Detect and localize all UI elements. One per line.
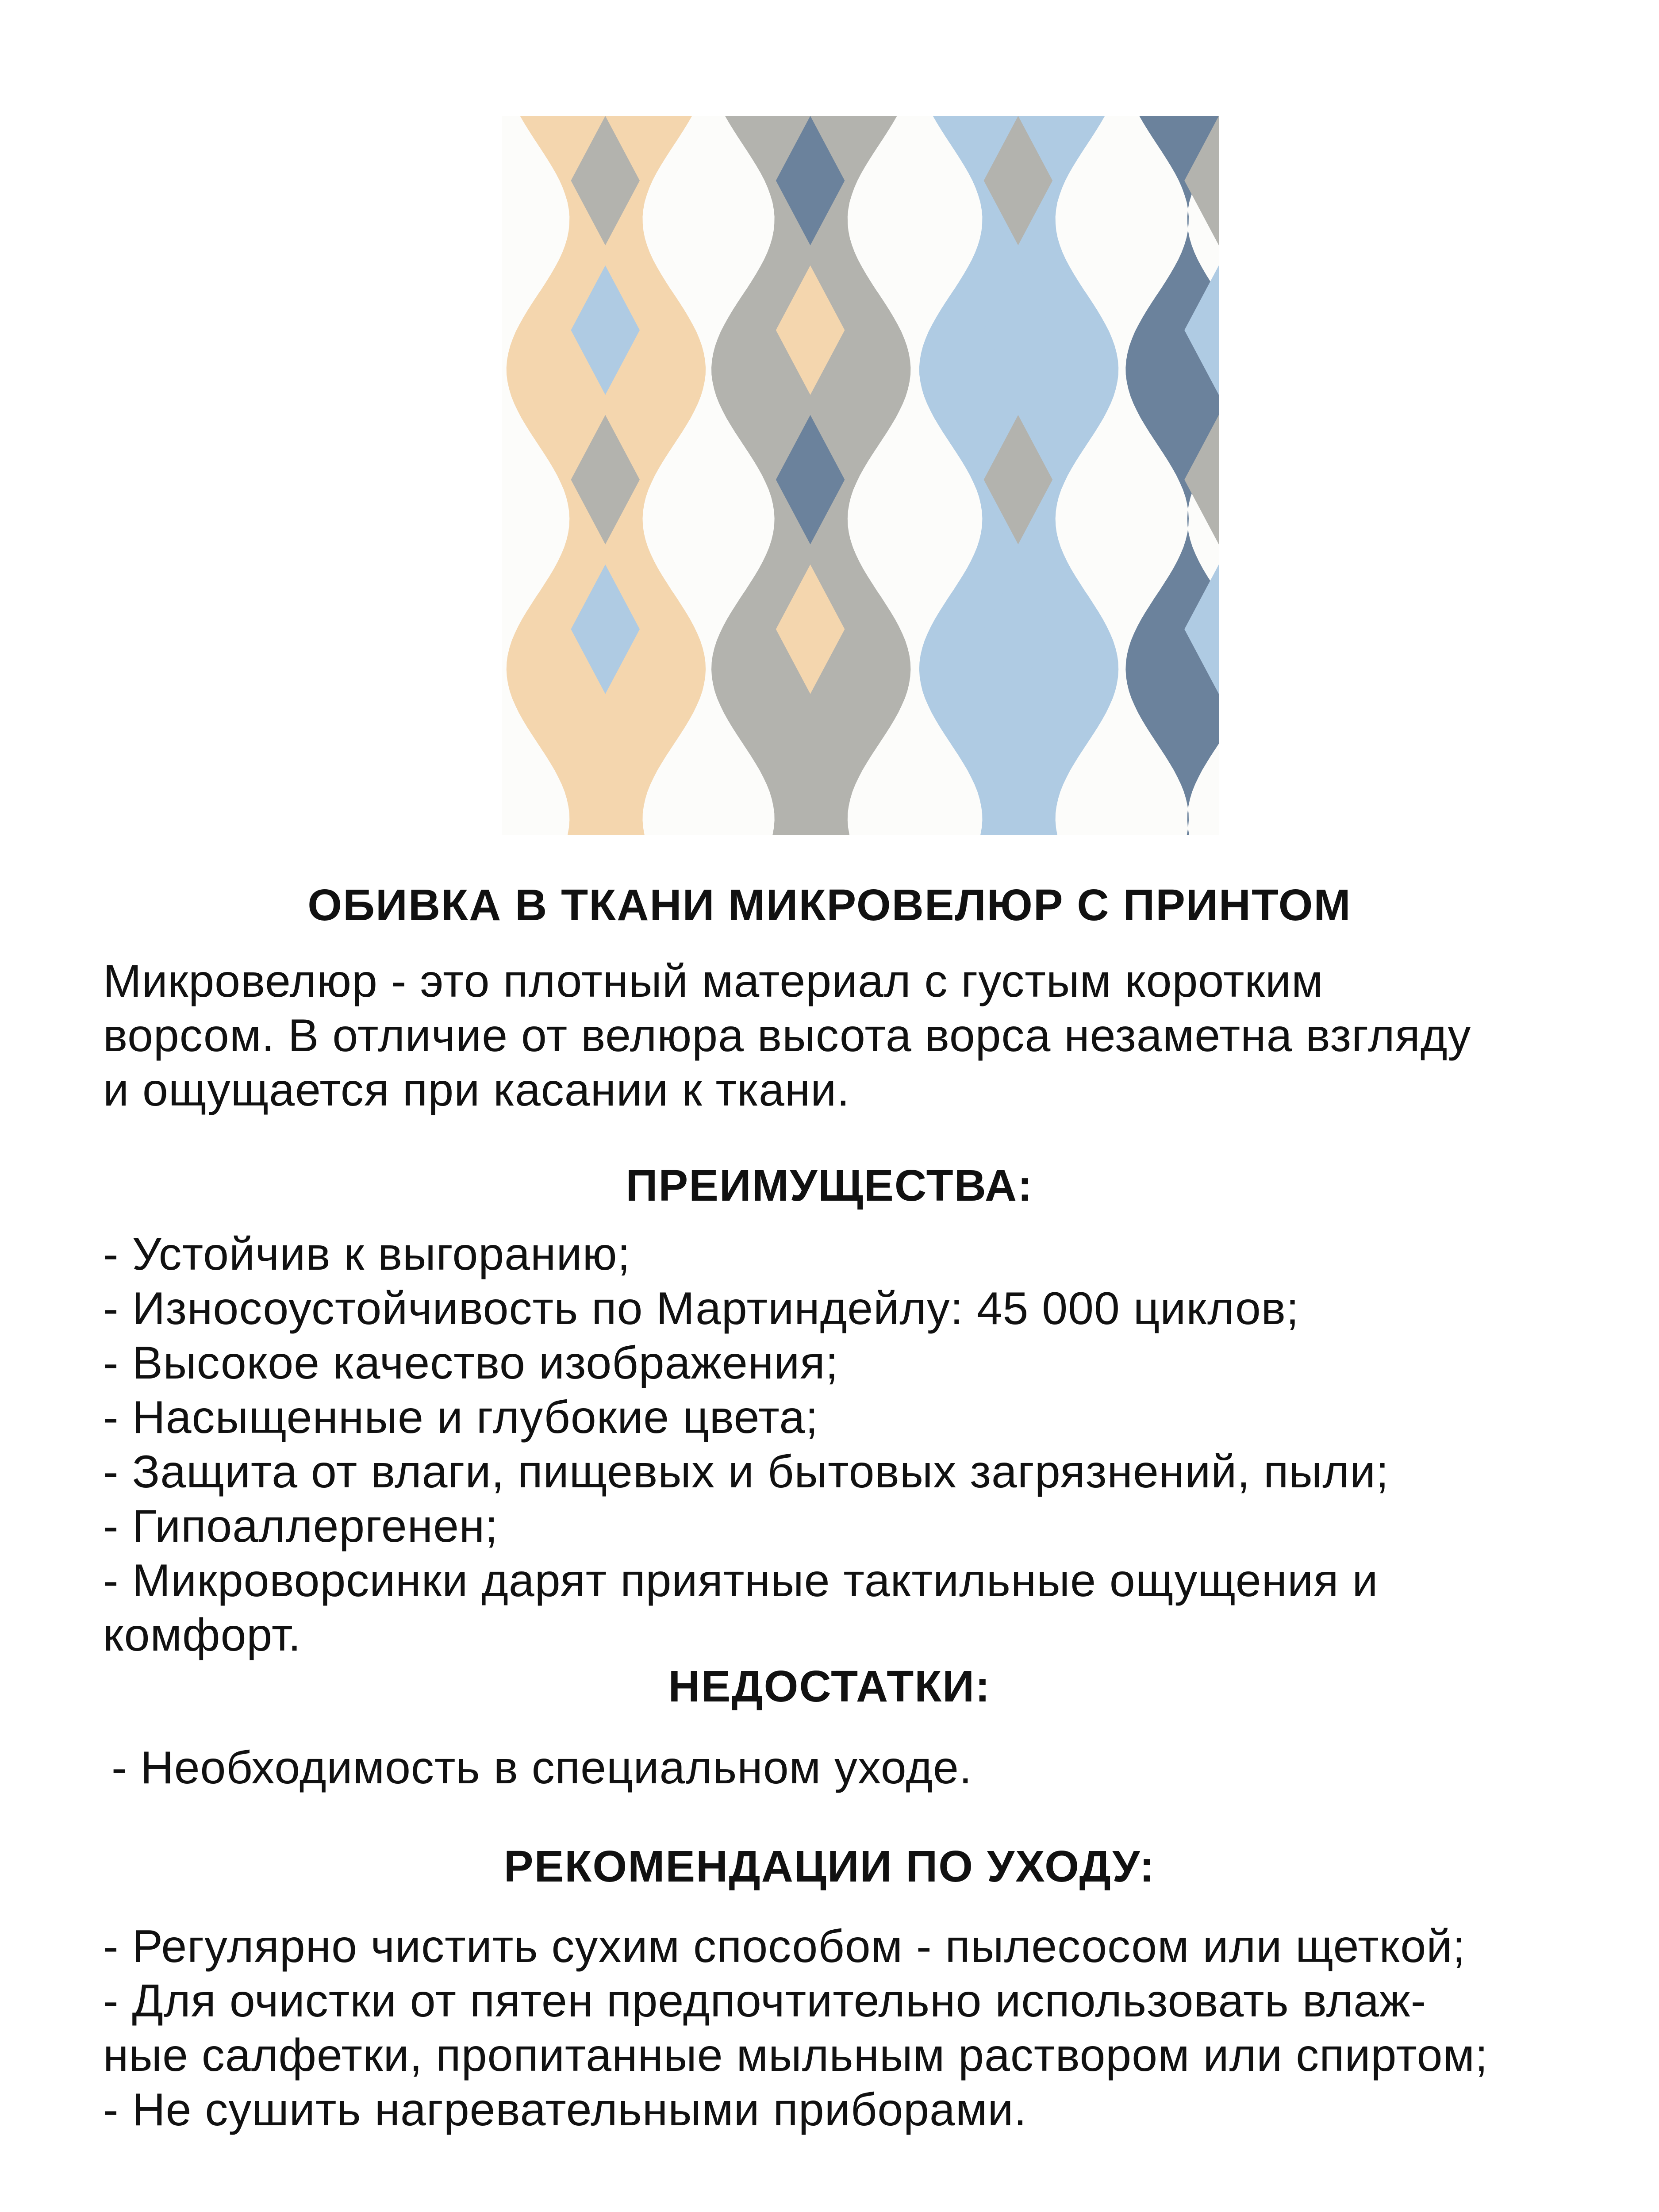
advantage-item: - Устойчив к выгоранию; <box>103 1229 631 1280</box>
intro-line: ворсом. В отличие от велюра высота ворса незаметна взгляду <box>103 1010 1471 1061</box>
care-item: - Регулярно чистить сухим способом - пылесосом или щеткой; <box>103 1921 1466 1972</box>
disadvantage-item: - Необходимость в специальном уходе. <box>111 1742 972 1793</box>
intro-line: Микровелюр - это плотный материал с густым коротким <box>103 956 1324 1007</box>
advantage-item: - Гипоаллергенен; <box>103 1501 499 1552</box>
advantage-item: - Защита от влаги, пищевых и бытовых загрязнений, пыли; <box>103 1446 1389 1498</box>
advantage-item: - Микроворсинки дарят приятные тактильные ощущения и <box>103 1555 1379 1606</box>
care-item: - Для очистки от пятен предпочтительно использовать влаж- <box>103 1975 1427 2027</box>
advantage-item: комфорт. <box>103 1609 301 1661</box>
care-item: - Не сушить нагревательными приборами. <box>103 2084 1027 2135</box>
advantage-item: - Насыщенные и глубокие цвета; <box>103 1392 819 1443</box>
intro-line: и ощущается при касании к ткани. <box>103 1064 850 1116</box>
disadvantages-heading: НЕДОСТАТКИ: <box>668 1662 991 1711</box>
fabric-pattern-image <box>502 116 1219 835</box>
care-heading: РЕКОМЕНДАЦИИ ПО УХОДУ: <box>503 1842 1156 1891</box>
advantages-heading: ПРЕИМУЩЕСТВА: <box>626 1161 1033 1210</box>
care-item: ные салфетки, пропитанные мыльным раствором или спиртом; <box>103 2030 1488 2081</box>
advantage-item: - Высокое качество изображения; <box>103 1337 839 1389</box>
advantage-item: - Износоустойчивость по Мартиндейлу: 45 000 циклов; <box>103 1283 1299 1334</box>
page-title: ОБИВКА В ТКАНИ МИКРОВЕЛЮР С ПРИНТОМ <box>307 880 1352 930</box>
